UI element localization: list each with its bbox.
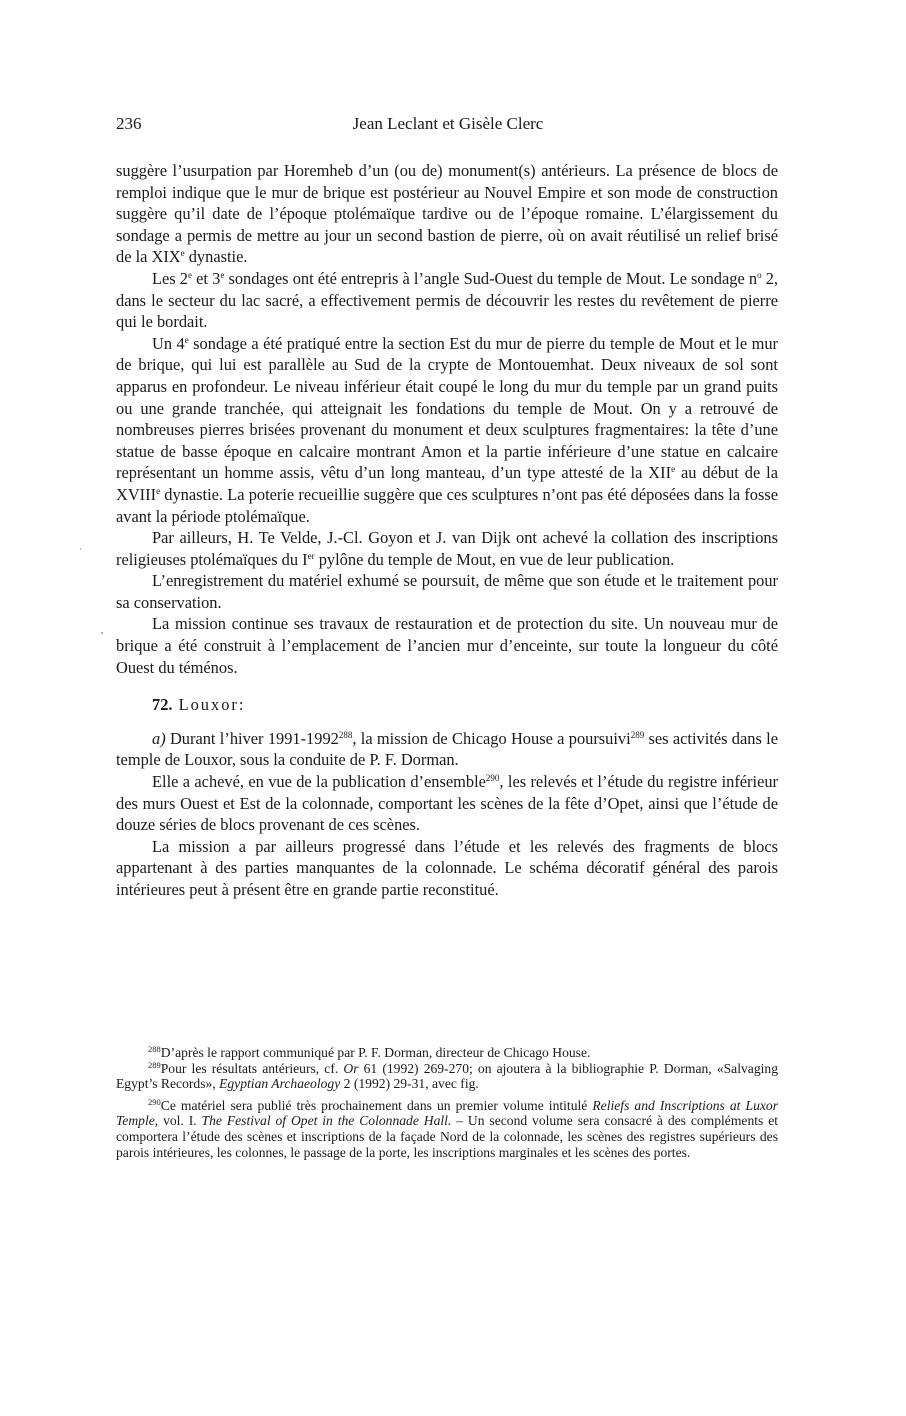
paragraph: L’enregistrement du matériel exhumé se poursuit, de même que son étude et le traitement pour sa conservation. — [116, 571, 778, 612]
main-text — [116, 160, 778, 901]
paragraph: La mission a par ailleurs progressé dans l’étude et les relevés des fragments de blocs appartenant à des parties manquantes de la colonnade. Le schéma décoratif général des parois intérieures peut à présent être en grande partie reconstitué. — [116, 836, 778, 899]
footnote-290: $^{290}$Ce matériel sera publié très prochainement dans un premier volume intitulé Reliefs and Inscriptions at Luxor Temple, vol. I. The Festival of Opet in the Colonnade Hall. – Un second volume sera consacré à des compléments et comportera l’étude des scènes et inscriptions de la façade Nord de la colonnade, les scènes des registres supérieurs des parois intérieures, les colonnes, le passage de la porte, les inscriptions marginales et les scènes des portes. — [116, 1096, 779, 1160]
footnote-ref: 290 — [485, 773, 500, 784]
scan-speck — [101, 632, 103, 634]
page-header — [116, 114, 780, 138]
running-title: Jean Leclant et Gisèle Clerc — [352, 114, 544, 133]
paragraph: Les 2e et 3e sondages ont été entrepris à l’angle Sud-Ouest du temple de Mout. Le sondage $n^o$ 2, dans le secteur du lac sacré, a effectivement permis de découvrir les restes du revêtement de pierre qui le bordait. — [116, 268, 778, 332]
scan-speck — [80, 548, 81, 550]
footnotes — [116, 1045, 778, 1160]
footnote-289: $^{289}$Pour les résultats antérieurs, cf. Or 61 (1992) 269-270; on ajoutera à la bibliographie P. Dorman, «Salvaging Egypt’s Records», Egyptian Archaeology 2 (1992) 29-31, avec fig. — [116, 1059, 778, 1092]
paragraph: Un 4e sondage a été pratiqué entre la section Est du mur de pierre du temple de Mout et le mur de brique, qui lui est parallèle au Sud de la crypte de Montouemhat. Deux niveaux de sol sont apparus en profondeur. Le niveau inférieur était coupé le long du mur du temple par un grand puits ou une grande tranchée, qui atteignait les fondations du temple de Mout. On y a retrouvé de nombreuses pierres brisées provenant du monument et deux sculptures fragmentaires: la tête d’une statue de basse époque en calcaire montrant Amon et la partie inférieure d’une statue en calcaire représentant un homme assis, vêtu d’un long manteau, d’un type attesté de la XIIe au début de la XVIIIe dynastie. La poterie recueillie suggère que ces sculptures n’ont pas été déposées dans la fosse avant la période ptolémaïque. — [116, 333, 778, 526]
footnote-ref: 289 — [630, 729, 645, 740]
paragraph: suggère l’usurpation par Horemheb d’un (ou de) monument(s) antérieurs. La présence de blocs de remploi indique que le mur de brique est postérieur au Nouvel Empire et son mode de construction suggère qu’il date de l’époque ptolémaïque tardive ou de l’époque romaine. L’élargissement du sondage a permis de mettre au jour un second bastion de pierre, où on avait réutilisé un relief brisé de la XIXe dynastie. — [116, 161, 778, 267]
paragraph: La mission continue ses travaux de restauration et de protection du site. Un nouveau mur de brique a été construit à l’emplacement de l’ancien mur d’enceinte, sur toute la longueur du côté Ouest du téménos. — [116, 614, 778, 677]
section-heading: 72. Louxor: — [152, 695, 246, 715]
paragraph: Elle a achevé, en vue de la publication d’ensemble$^{290}$, les relevés et l’étude du registre inférieur des murs Ouest et Est de la colonnade, comportant les scènes de la fête d’Opet, ainsi que l’étude de douze séries de blocs provenant de ces scènes. — [116, 772, 778, 835]
footnote-ref: 288 — [338, 729, 353, 740]
paragraph: a) Durant l’hiver 1991-1992$^{288}$, la mission de Chicago House a poursuivi$^{289}$ ses activités dans le temple de Louxor, sous la conduite de P. F. Dorman. — [116, 728, 778, 770]
page-number: 236 — [116, 114, 142, 133]
footnote-288: $^{288}$D’après le rapport communiqué par P. F. Dorman, directeur de Chicago House. — [148, 1044, 591, 1060]
paragraph: Par ailleurs, H. Te Velde, J.-Cl. Goyon et J. van Dijk ont achevé la collation des inscriptions religieuses ptolémaïques du Ier pylône du temple de Mout, en vue de leur publication. — [116, 528, 778, 569]
